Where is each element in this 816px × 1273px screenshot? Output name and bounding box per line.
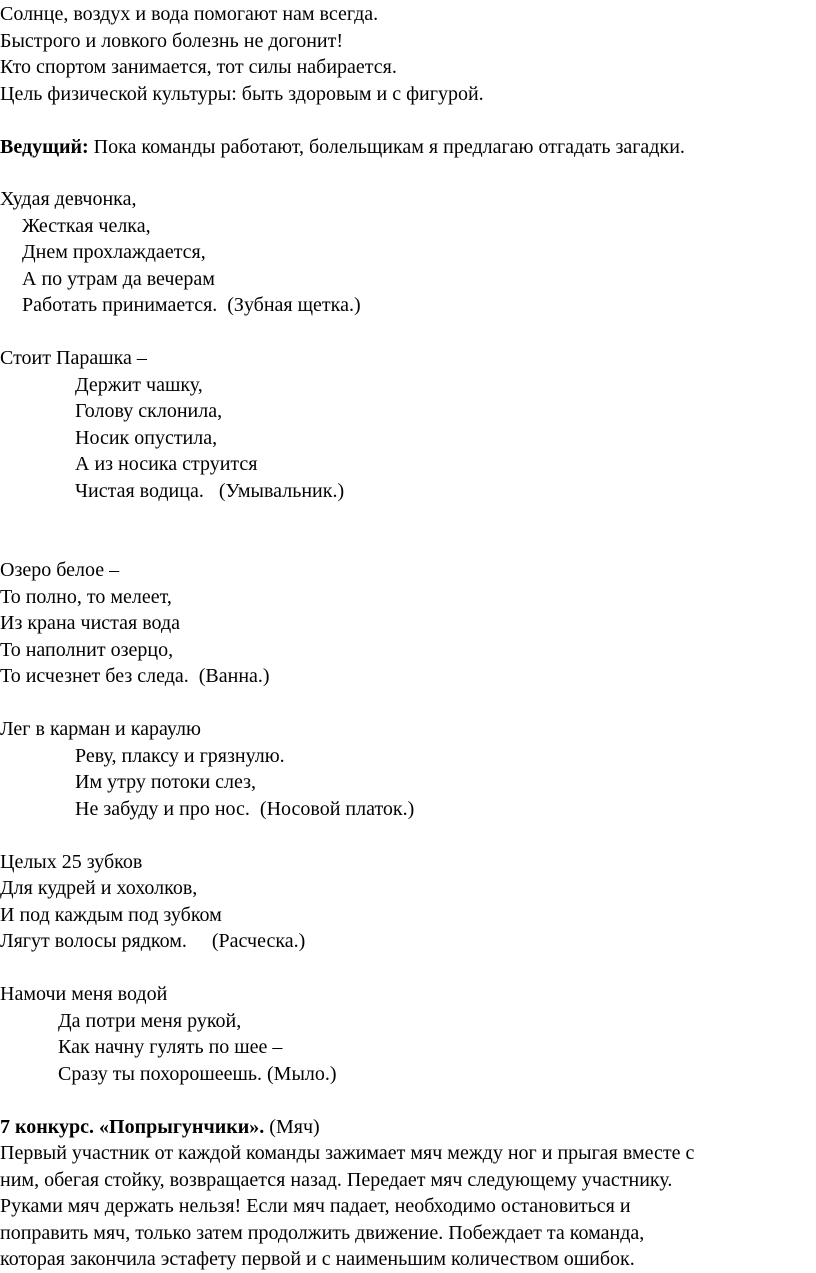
riddle-line: А по утрам да вечерам xyxy=(22,268,215,290)
riddle-line: Днем прохлаждается, xyxy=(22,241,206,263)
contest-body-line: поправить мяч, только затем продолжить движение. Побеждает та команда, xyxy=(0,1222,645,1244)
riddle-line: И под каждым под зубком xyxy=(0,904,222,926)
intro-line: Цель физической культуры: быть здоровым и с фигурой. xyxy=(0,83,484,105)
riddle-line: Им утру потоки слез, xyxy=(75,771,257,793)
riddle-line: Да потри меня рукой, xyxy=(58,1010,242,1032)
contest-body-line: которая закончила эстафету первой и с наименьшим количеством ошибок. xyxy=(0,1248,635,1270)
intro-line: Кто спортом занимается, тот силы набирается. xyxy=(0,56,397,78)
host-label: Ведущий: xyxy=(0,136,89,158)
riddle-line: Голову склонила, xyxy=(75,400,223,422)
riddle-line: Как начну гулять по шее – xyxy=(58,1036,283,1058)
intro-line: Быстрого и ловкого болезнь не догонит! xyxy=(0,30,344,52)
riddle-line: Лягут волосы рядком. (Расческа.) xyxy=(0,930,306,952)
riddle-line: А из носика струится xyxy=(75,453,258,475)
riddle-line: Носик опустила, xyxy=(75,427,218,449)
riddle-line: Худая девчонка, xyxy=(0,188,137,210)
contest-heading xyxy=(0,1114,320,1140)
contest-title: 7 конкурс. «Попрыгунчики». xyxy=(0,1116,265,1138)
riddle-line: То исчезнет без следа. (Ванна.) xyxy=(0,665,270,687)
intro-line: Солнце, воздух и вода помогают нам всегда. xyxy=(0,3,379,25)
riddle-line: То наполнит озерцо, xyxy=(0,639,174,661)
riddle-line: Для кудрей и хохолков, xyxy=(0,877,198,899)
riddle-line: Реву, плаксу и грязнулю. xyxy=(75,745,285,767)
host-paragraph xyxy=(0,134,685,160)
riddle-line: Работать принимается. (Зубная щетка.) xyxy=(22,294,361,316)
riddle-line: Стоит Парашка – xyxy=(0,347,147,369)
contest-body-line: Руками мяч держать нельзя! Если мяч падает, необходимо остановиться и xyxy=(0,1195,631,1217)
riddle-line: Из крана чистая вода xyxy=(0,612,180,634)
riddle-line: Намочи меня водой xyxy=(0,983,168,1005)
riddle-line: Целых 25 зубков xyxy=(0,851,143,873)
riddle-line: Лег в карман и караулю xyxy=(0,718,201,740)
riddle-line: Не забуду и про нос. (Носовой платок.) xyxy=(75,798,415,820)
riddle-line: Держит чашку, xyxy=(75,374,203,396)
host-text: Пока команды работают, болельщикам я предлагаю отгадать загадки. xyxy=(88,136,685,158)
riddle-line: Сразу ты похорошеешь. (Мыло.) xyxy=(58,1063,337,1085)
contest-body-line: Первый участник от каждой команды зажимает мяч между ног и прыгая вместе с xyxy=(0,1142,695,1164)
contest-body-line: ним, обегая стойку, возвращается назад. Передает мяч следующему участнику. xyxy=(0,1169,673,1191)
riddle-line: Озеро белое – xyxy=(0,559,120,581)
riddle-line: Чистая водица. (Умывальник.) xyxy=(75,480,345,502)
riddle-line: То полно, то мелеет, xyxy=(0,586,172,608)
contest-subtitle: (Мяч) xyxy=(264,1116,320,1138)
riddle-line: Жесткая челка, xyxy=(22,215,151,237)
